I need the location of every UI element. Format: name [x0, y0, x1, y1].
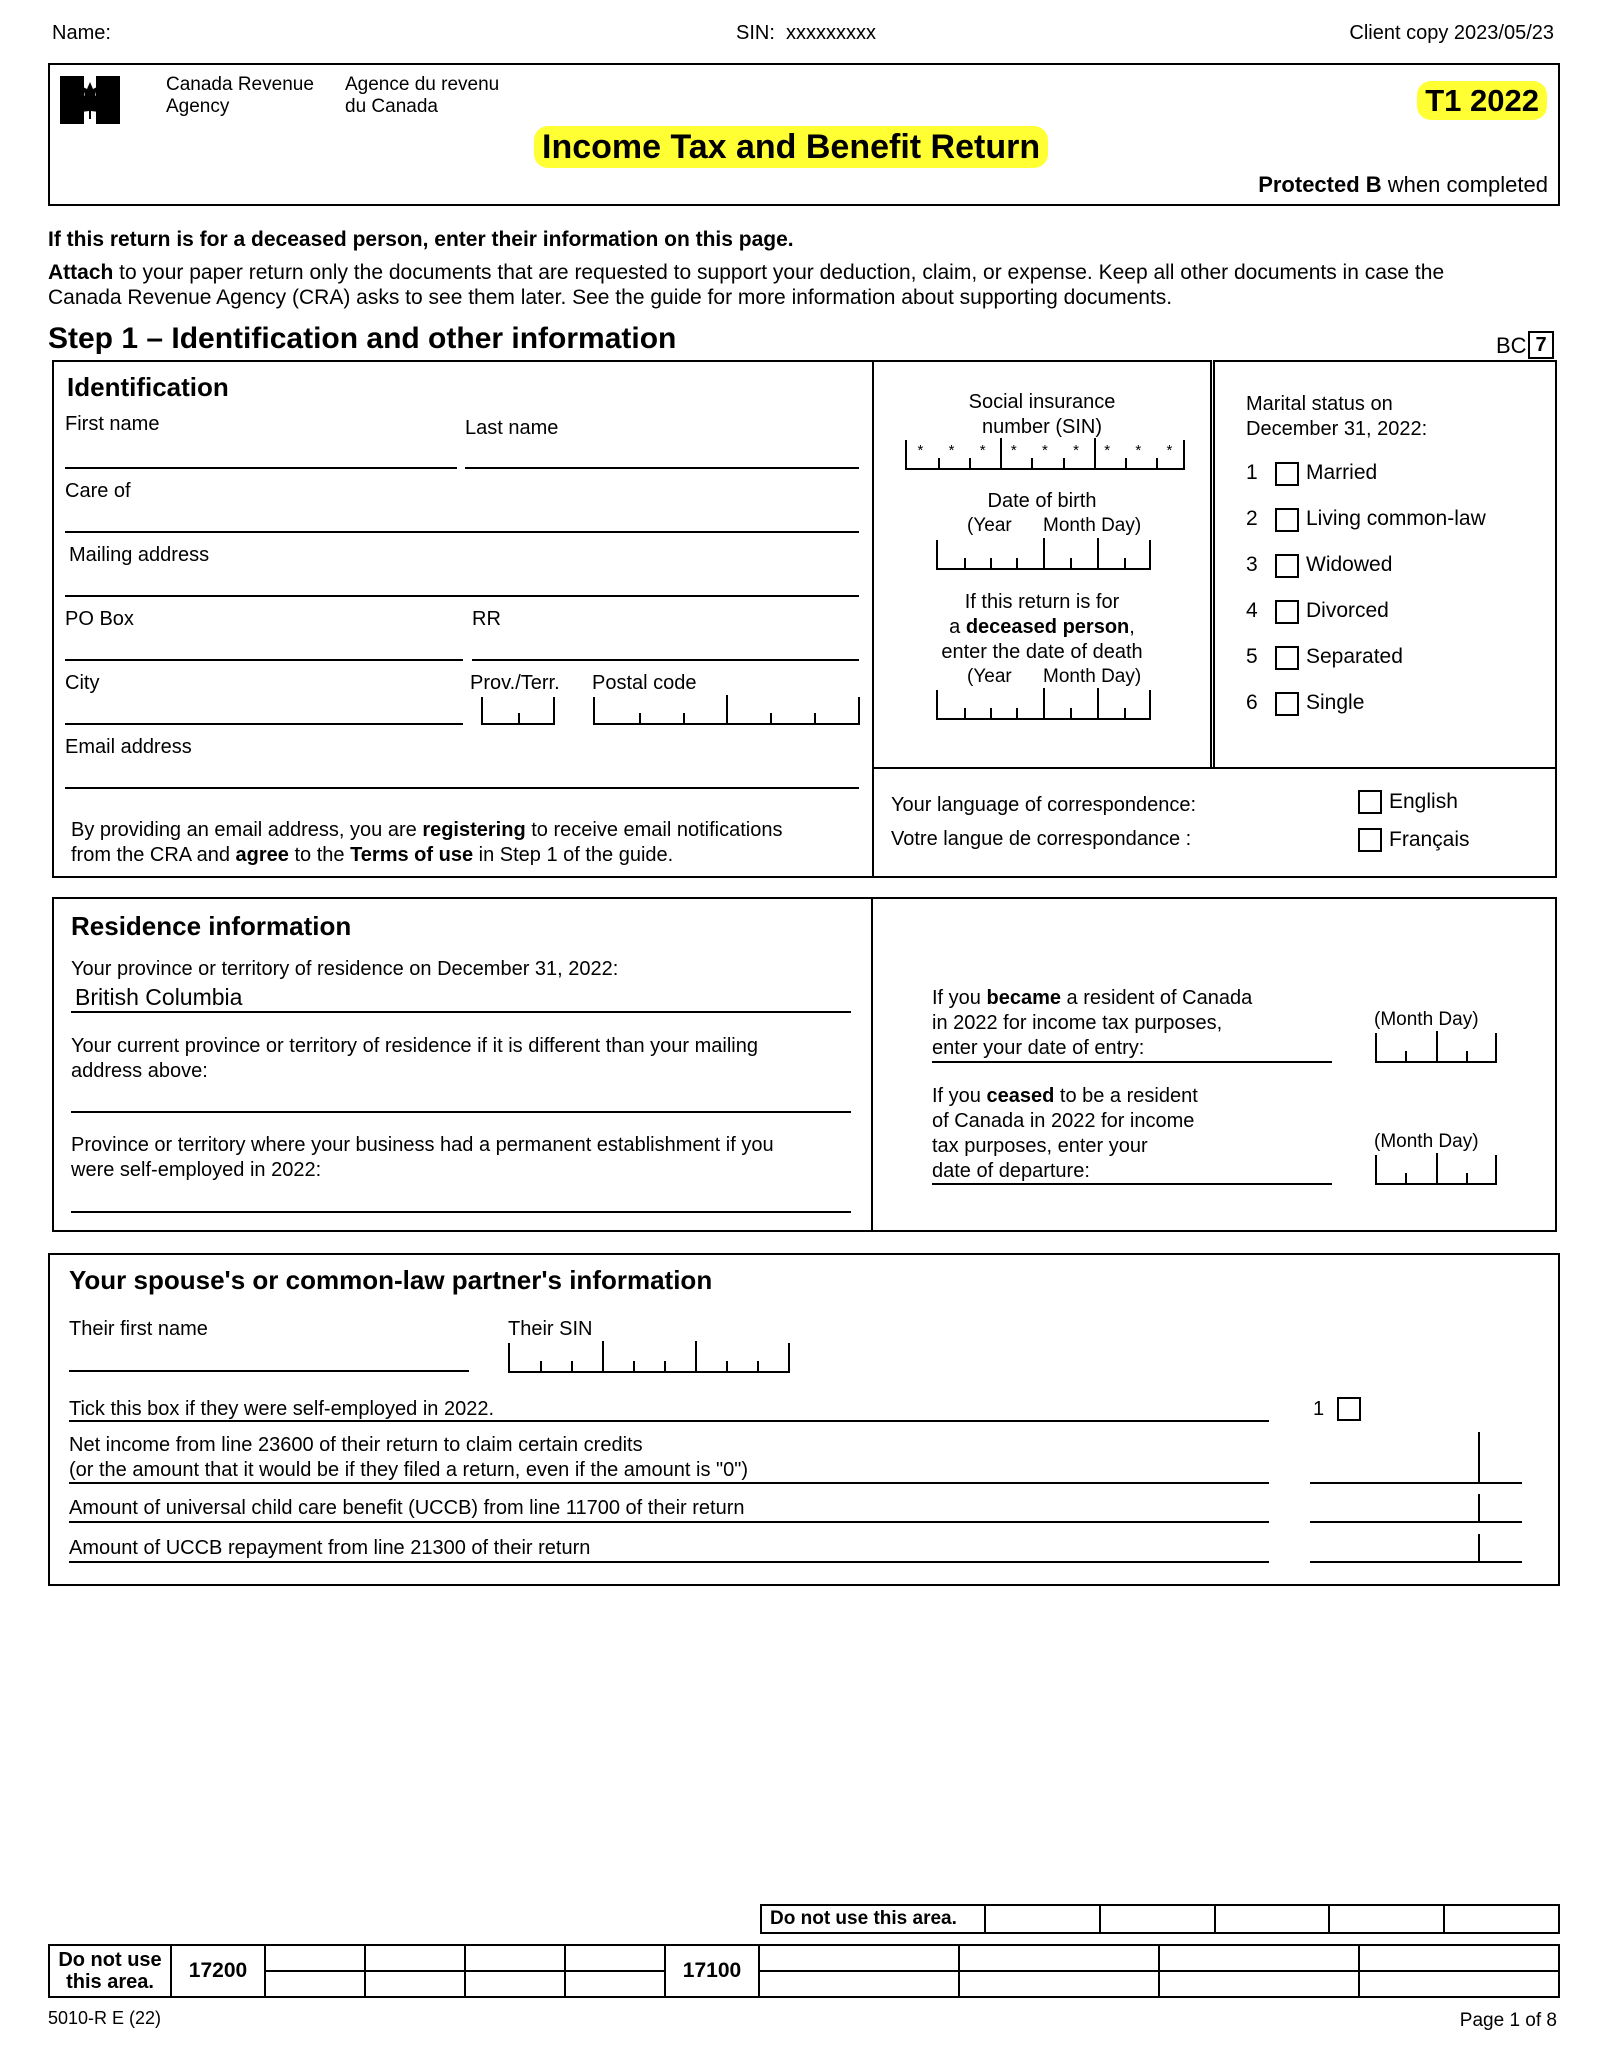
marital-label-line1: Marital status on: [1246, 393, 1393, 415]
residence-q2-line1: Your current province or territory of residence if it is different than your mailing: [71, 1035, 758, 1057]
entry-1b: became: [986, 987, 1061, 1009]
blank-cell: [1100, 1905, 1215, 1933]
form-id: [1417, 83, 1547, 119]
blank-cell: [1359, 1971, 1559, 1997]
tick: [969, 458, 971, 468]
spouse-title: Your spouse's or common-law partner's information: [69, 1265, 713, 1295]
departure-1b: ceased: [986, 1085, 1055, 1107]
sin-star: *: [979, 442, 986, 459]
agency-fr-line2: du Canada: [345, 96, 438, 117]
residence-q1: Your province or territory of residence on December 31, 2022:: [71, 958, 619, 980]
email-note-line2: [71, 843, 782, 868]
blank-cell: [1444, 1905, 1559, 1933]
marital-option-number: 5: [1246, 645, 1258, 668]
uccb-repay-field[interactable]: [1310, 1561, 1522, 1563]
attach-line1: [48, 260, 1568, 285]
uccb-cents-divider: [1478, 1494, 1480, 1521]
sin-label-line2: number (SIN): [981, 416, 1103, 438]
entry-underline: [932, 1061, 1332, 1063]
email-note: [71, 818, 782, 868]
tick: [633, 1361, 635, 1371]
code-17100: 17100: [665, 1945, 759, 1997]
do-not-use-line1: Do not use: [58, 1949, 162, 1971]
identification-section: [52, 360, 874, 878]
residence-title: Residence information: [71, 911, 352, 941]
postal-code-label: Postal code: [592, 672, 697, 694]
marital-option-label: Living common-law: [1306, 507, 1486, 530]
blank-cell: [985, 1905, 1100, 1933]
form-title: [534, 128, 1048, 167]
sin-star: *: [1104, 442, 1111, 459]
residence-a1[interactable]: British Columbia: [75, 984, 243, 1010]
death-year: (Year: [967, 666, 1012, 687]
blank-cell: [265, 1945, 365, 1971]
sin-star: *: [1166, 442, 1173, 459]
tick: [726, 695, 728, 723]
sin-star: *: [948, 442, 955, 459]
attach-note: [48, 260, 1568, 310]
marital-option-label: Married: [1306, 461, 1378, 484]
language-section: [872, 767, 1557, 878]
tick: [1436, 1031, 1438, 1061]
marital-checkbox-divorced[interactable]: [1275, 600, 1299, 624]
prov-terr-label: Prov./Terr.: [470, 672, 560, 694]
blank-cell: [1215, 1905, 1330, 1933]
entry-date-field[interactable]: [1375, 1033, 1497, 1063]
email-note-2c: to the: [288, 844, 351, 866]
death-label-line2: [872, 615, 1212, 640]
sin-field[interactable]: [905, 440, 1185, 470]
uccb-label: Amount of universal child care benefit (UCCB) from line 11700 of their return: [69, 1497, 745, 1519]
death-month-day: Month Day): [1043, 666, 1142, 687]
tick: [518, 713, 520, 723]
residence-divider: [871, 897, 873, 1232]
blank-cell: [759, 1945, 959, 1971]
entry-1c: a resident of Canada: [1060, 987, 1253, 1009]
net-income-field[interactable]: [1310, 1482, 1522, 1484]
agency-fr-line1: Agence du revenu: [345, 74, 500, 95]
canada-flag-icon: [60, 76, 120, 124]
rr-field[interactable]: [472, 659, 859, 661]
deceased-note: If this return is for a deceased person, enter their information on this page.: [48, 228, 794, 251]
dob-field[interactable]: [936, 540, 1151, 570]
entry-1a: If you: [932, 987, 987, 1009]
mailing-address-field[interactable]: [65, 595, 859, 597]
blank-cell: [1329, 1905, 1444, 1933]
language-question-en: Your language of correspondence:: [891, 794, 1197, 816]
marital-checkbox-living-common-law[interactable]: [1275, 508, 1299, 532]
email-field[interactable]: [65, 787, 859, 789]
tick: [938, 458, 940, 468]
tick: [1124, 708, 1126, 718]
residence-q3-field[interactable]: [71, 1211, 851, 1213]
tick: [540, 1361, 542, 1371]
uccb-field[interactable]: [1310, 1521, 1522, 1523]
do-not-use-line2: this area.: [66, 1971, 154, 1993]
form-id-text: T1 2022: [1417, 81, 1547, 120]
residence-q2-field[interactable]: [71, 1111, 851, 1113]
protected-b-bold: Protected B: [1258, 172, 1382, 197]
self-employed-line: [69, 1420, 1269, 1422]
marital-checkbox-married[interactable]: [1275, 462, 1299, 486]
departure-underline: [932, 1183, 1332, 1185]
tick: [1043, 688, 1045, 718]
departure-line1: [932, 1084, 1198, 1109]
identification-title: Identification: [67, 372, 229, 402]
death-label-line1: If this return is for: [964, 591, 1120, 613]
blank-cell: [959, 1971, 1159, 1997]
do-not-use-top-label: Do not use this area.: [761, 1905, 985, 1933]
entry-month-day: (Month Day): [1374, 1009, 1479, 1030]
agency-fr: [345, 74, 499, 118]
death-label-line3: enter the date of death: [941, 641, 1143, 663]
tick: [1436, 1153, 1438, 1183]
death-date-label: [872, 590, 1212, 665]
email-note-2e: in Step 1 of the guide.: [473, 844, 674, 866]
blank-cell: [365, 1945, 465, 1971]
do-not-use-area-bottom: [48, 1944, 1560, 1998]
do-not-use-bottom-label: [49, 1945, 171, 1997]
entry-date-label: [932, 986, 1252, 1061]
marital-option-label: Single: [1306, 691, 1365, 714]
death-label-2a: a: [949, 616, 966, 638]
rr-label: RR: [472, 608, 501, 630]
email-note-2a: from the CRA and: [71, 844, 236, 866]
entry-line2: in 2022 for income tax purposes,: [932, 1012, 1223, 1034]
tick: [1125, 458, 1127, 468]
sin-label-line1: Social insurance: [968, 391, 1116, 413]
email-note-2d: Terms of use: [350, 844, 474, 866]
tick: [990, 708, 992, 718]
marital-option-label: Divorced: [1306, 599, 1389, 622]
sin-star: *: [1010, 442, 1017, 459]
death-date-field[interactable]: [936, 690, 1151, 720]
attach-line1-text: to your paper return only the documents that are requested to support your deduction, claim, or expense. Keep all other documents in case the: [113, 261, 1445, 284]
tick: [695, 1341, 697, 1371]
marital-option-number: 3: [1246, 553, 1258, 576]
tick: [814, 713, 816, 723]
tick: [1124, 558, 1126, 568]
do-not-use-area-top: [760, 1904, 1560, 1934]
prov-terr-field[interactable]: [481, 697, 555, 725]
tick: [990, 558, 992, 568]
marital-option-label: Widowed: [1306, 553, 1393, 576]
last-name-label: Last name: [465, 417, 559, 439]
form-code: 5010-R E (22): [48, 2008, 162, 2028]
residence-q2: [71, 1034, 758, 1084]
tick: [1094, 438, 1096, 468]
name-label: Name:: [52, 22, 111, 44]
tick: [602, 1341, 604, 1371]
care-of-label: Care of: [65, 480, 131, 502]
departure-1c: to be a resident: [1054, 1085, 1198, 1107]
po-box-field[interactable]: [65, 659, 463, 661]
spouse-first-name-field[interactable]: [69, 1370, 469, 1372]
attach-bold: Attach: [48, 261, 114, 284]
email-label: Email address: [65, 736, 192, 758]
client-copy: Client copy 2023/05/23: [1349, 22, 1554, 44]
tick: [1097, 688, 1099, 718]
tick: [1000, 438, 1002, 468]
tick: [1070, 558, 1072, 568]
tick: [1405, 1051, 1407, 1061]
tick: [1016, 558, 1018, 568]
marital-option-number: 6: [1246, 691, 1258, 714]
marital-label: [1246, 392, 1427, 442]
tick: [1466, 1173, 1468, 1183]
sin-star: *: [1135, 442, 1142, 459]
province-number: 7: [1528, 331, 1554, 359]
first-name-label: First name: [65, 413, 160, 435]
email-note-2b: agree: [235, 844, 289, 866]
code-17200: 17200: [171, 1945, 265, 1997]
dob-month-day: Month Day): [1043, 515, 1142, 536]
self-employed-label: Tick this box if they were self-employed in 2022.: [69, 1398, 495, 1420]
blank-cell: [1359, 1945, 1559, 1971]
self-employed-checkbox[interactable]: [1337, 1397, 1361, 1421]
tick: [664, 1361, 666, 1371]
last-name-field[interactable]: [465, 467, 859, 469]
departure-line3: tax purposes, enter your: [932, 1135, 1148, 1157]
email-note-1b: registering: [422, 819, 526, 841]
spouse-first-name-label: Their first name: [69, 1318, 208, 1340]
sin-star: *: [917, 442, 924, 459]
residence-q3-line2: were self-employed in 2022:: [71, 1159, 322, 1181]
form-title-text: Income Tax and Benefit Return: [534, 126, 1048, 168]
city-label: City: [65, 672, 100, 694]
agency-en-line1: Canada Revenue: [166, 74, 314, 95]
uccb-repay-cents-divider: [1478, 1534, 1480, 1561]
tick: [683, 713, 685, 723]
tick: [1070, 708, 1072, 718]
uccb-repay-label: Amount of UCCB repayment from line 21300 of their return: [69, 1537, 591, 1559]
email-note-line1: [71, 818, 782, 843]
entry-line3: enter your date of entry:: [932, 1037, 1145, 1059]
uccb-line: [69, 1521, 1269, 1523]
residence-q3: [71, 1133, 774, 1183]
death-label-2b: deceased person: [965, 616, 1130, 638]
blank-cell: [465, 1945, 565, 1971]
blank-cell: [565, 1945, 665, 1971]
email-note-1c: to receive email notifications: [525, 819, 783, 841]
tick: [964, 558, 966, 568]
francais-checkbox[interactable]: [1358, 828, 1382, 852]
tick: [1031, 458, 1033, 468]
agency-en-line2: Agency: [166, 96, 230, 117]
tick: [1063, 458, 1065, 468]
spouse-sin-field[interactable]: [508, 1343, 790, 1373]
english-checkbox[interactable]: [1358, 790, 1382, 814]
email-note-1a: By providing an email address, you are: [71, 819, 423, 841]
sin-label: [872, 390, 1212, 440]
sin-star: *: [1042, 442, 1048, 459]
tick: [1097, 538, 1099, 568]
blank-cell: [959, 1945, 1159, 1971]
sin-header: [736, 22, 876, 45]
marital-option-number: 1: [1246, 461, 1258, 484]
city-field[interactable]: [65, 723, 463, 725]
residence-a1-line: [71, 1011, 851, 1013]
departure-1a: If you: [932, 1085, 987, 1107]
marital-option-label: Separated: [1306, 645, 1403, 668]
departure-line4: date of departure:: [932, 1160, 1090, 1182]
blank-cell: [1159, 1971, 1359, 1997]
net-income-line2: (or the amount that it would be if they filed a return, even if the amount is "0"): [69, 1459, 749, 1481]
francais-label: Français: [1389, 828, 1470, 851]
self-employed-box-number: 1: [1313, 1398, 1325, 1420]
protected-b-rest: when completed: [1381, 172, 1548, 197]
marital-checkbox-widowed[interactable]: [1275, 554, 1299, 578]
english-label: English: [1389, 790, 1458, 813]
departure-date-label: [932, 1084, 1198, 1184]
marital-option-number: 2: [1246, 507, 1258, 530]
step1-title: Step 1 – Identification and other information: [48, 322, 677, 355]
death-label-2c: ,: [1129, 616, 1135, 638]
tick: [770, 713, 772, 723]
dob-label: Date of birth: [987, 490, 1097, 512]
mailing-address-label: Mailing address: [69, 544, 210, 566]
tick: [1043, 538, 1045, 568]
attach-line2: Canada Revenue Agency (CRA) asks to see them later. See the guide for more information about supporting documents.: [48, 286, 1173, 309]
net-income-line1: Net income from line 23600 of their return to claim certain credits: [69, 1434, 643, 1456]
tick: [757, 1361, 759, 1371]
uccb-repay-line: [69, 1561, 1269, 1563]
dob-year: (Year: [967, 515, 1012, 536]
tick: [964, 708, 966, 718]
sin-header-label: SIN:: [736, 22, 775, 44]
departure-date-field[interactable]: [1375, 1155, 1497, 1185]
tick: [1466, 1051, 1468, 1061]
agency-en: [166, 74, 314, 118]
residence-q3-line1: Province or territory where your business had a permanent establishment if you: [71, 1134, 774, 1156]
residence-q2-line2: address above:: [71, 1060, 208, 1082]
blank-cell: [465, 1971, 565, 1997]
first-name-field[interactable]: [65, 467, 457, 469]
marital-checkbox-separated[interactable]: [1275, 646, 1299, 670]
language-question-fr: Votre langue de correspondance :: [891, 828, 1192, 850]
marital-option-number: 4: [1246, 599, 1258, 622]
sin-star: *: [1073, 442, 1079, 459]
tick: [726, 1361, 728, 1371]
blank-cell: [1159, 1945, 1359, 1971]
postal-code-field[interactable]: [593, 697, 860, 725]
tick: [639, 713, 641, 723]
province-code: BC: [1496, 333, 1527, 358]
spouse-sin-label: Their SIN: [508, 1318, 593, 1340]
tick: [571, 1361, 573, 1371]
tick: [1156, 458, 1158, 468]
po-box-label: PO Box: [65, 608, 134, 630]
net-income-label: [69, 1433, 748, 1483]
blank-cell: [759, 1971, 959, 1997]
care-of-field[interactable]: [65, 531, 859, 533]
tick: [1016, 708, 1018, 718]
departure-line2: of Canada in 2022 for income: [932, 1110, 1195, 1132]
entry-line1: [932, 986, 1252, 1011]
page-number: Page 1 of 8: [1459, 2010, 1557, 2031]
departure-month-day: (Month Day): [1374, 1131, 1479, 1152]
tick: [1405, 1173, 1407, 1183]
net-income-cents-divider: [1478, 1432, 1480, 1482]
blank-cell: [365, 1971, 465, 1997]
sin-header-value: xxxxxxxxx: [786, 22, 877, 44]
marital-label-line2: December 31, 2022:: [1246, 418, 1428, 440]
marital-checkbox-single[interactable]: [1275, 692, 1299, 716]
net-income-line: [69, 1482, 1269, 1484]
protected-b: [1258, 172, 1548, 198]
blank-cell: [265, 1971, 365, 1997]
blank-cell: [565, 1971, 665, 1997]
